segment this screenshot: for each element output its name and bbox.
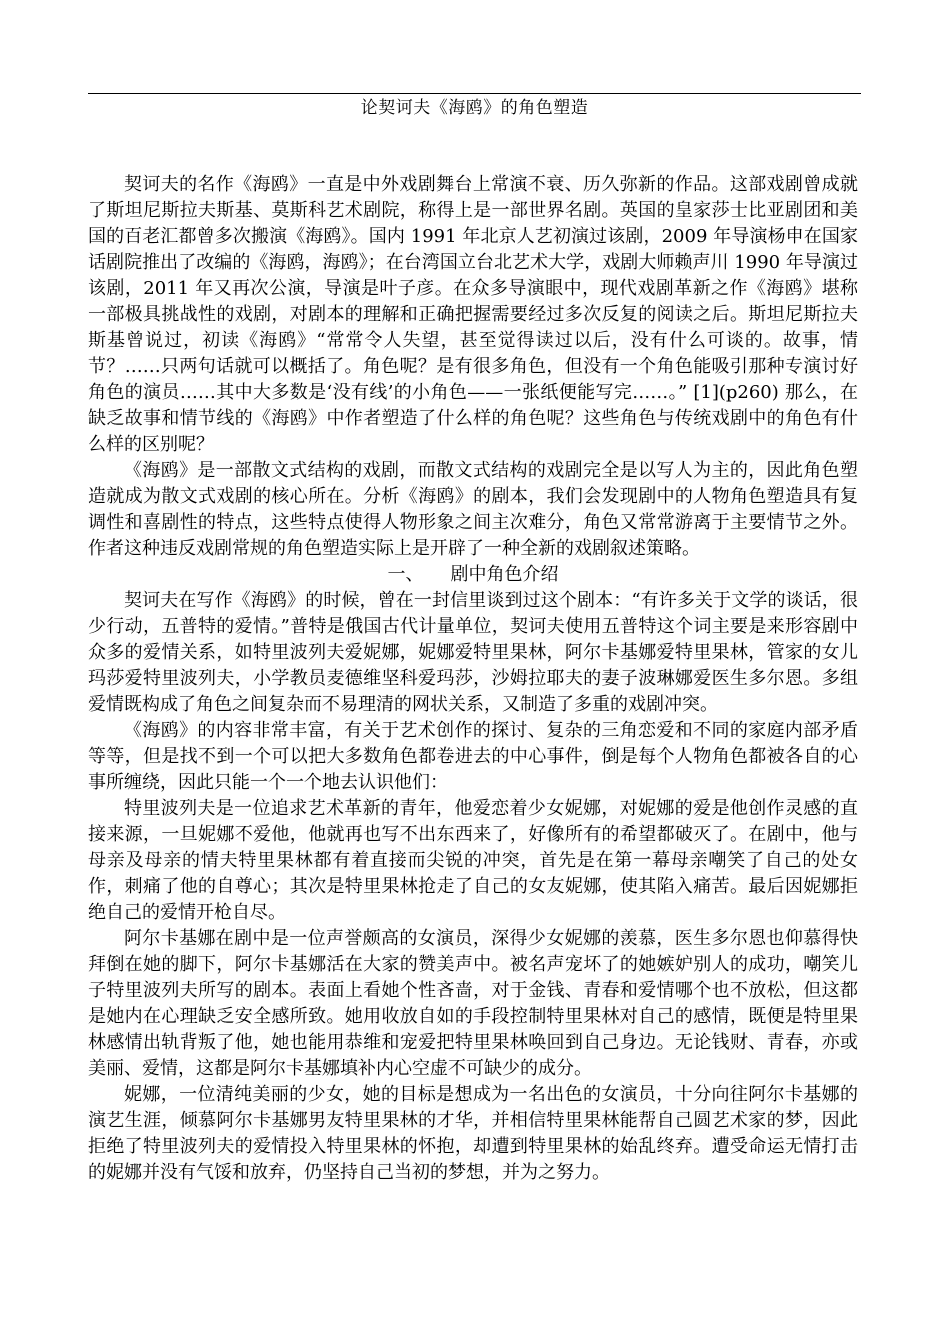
- article-body: [88, 172, 858, 1186]
- paragraph: 契诃夫在写作《海鸥》的时候，曾在一封信里谈到过这个剧本：“有许多关于文学的谈话，很少行动，五普特的爱情。”普特是俄国古代计量单位，契诃夫使用五普特这个词主要是来形容剧中众多的爱情关系，如特里波列夫爱妮娜，妮娜爱特里果林，阿尔卡基娜爱特里果林，管家的女儿玛莎爱特里波列夫，小学教员麦德维坚科爱玛莎，沙姆拉耶夫的妻子波琳娜爱医生多尔恩。多组爱情既构成了角色之间复杂而不易理清的网状关系，又制造了多重的戏剧冲突。: [88, 590, 858, 715]
- section-heading: [88, 562, 858, 588]
- running-title: 论契诃夫《海鸥》的角色塑造: [360, 98, 589, 118]
- section-title: 剧中角色介绍: [450, 564, 559, 585]
- paragraph: 特里波列夫是一位追求艺术革新的青年，他爱恋着少女妮娜，对妮娜的爱是他创作灵感的直接来源，一旦妮娜不爱他，他就再也写不出东西来了，好像所有的希望都破灭了。在剧中，他与母亲及母亲的情夫特里果林都有着直接而尖锐的冲突，首先是在第一幕母亲嘲笑了自己的处女作，刺痛了他的自尊心；其次是特里果林抢走了自己的女友妮娜，使其陷入痛苦。最后因妮娜拒绝自己的爱情开枪自尽。: [88, 798, 858, 923]
- header-rule: [88, 93, 861, 94]
- paragraph: 《海鸥》的内容非常丰富，有关于艺术创作的探讨、复杂的三角恋爱和不同的家庭内部矛盾等等，但是找不到一个可以把大多数角色都卷进去的中心事件，倒是每个人物角色都被各自的心事所缠绕，因此只能一个一个地去认识他们：: [88, 720, 858, 793]
- paragraph: 契诃夫的名作《海鸥》一直是中外戏剧舞台上常演不衰、历久弥新的作品。这部戏剧曾成就了斯坦尼斯拉夫斯基、莫斯科艺术剧院，称得上是一部世界名剧。英国的皇家莎士比亚剧团和美国的百老汇都曾多次搬演《海鸥》。国内 1991 年北京人艺初演过该剧，2009 年导演杨申在国家话剧院推出了改编的《海鸥，海鸥》；在台湾国立台北艺术大学，戏剧大师赖声川 1990 年导演过该剧，2011 年又再次公演，导演是叶子彦。在众多导演眼中，现代戏剧革新之作《海鸥》堪称一部极具挑战性的戏剧，对剧本的理解和正确把握需要经过多次反复的阅读之后。斯坦尼斯拉夫斯基曾说过，初读《海鸥》“常常令人失望，甚至觉得读过以后，没有什么可谈的。故事，情节？……只两句话就可以概括了。角色呢？是有很多角色，但没有一个角色能吸引那种专演讨好角色的演员……其中大多数是‘没有线’的小角色——一张纸便能写完……。” [1](p260) 那么，在缺乏故事和情节线的《海鸥》中作者塑造了什么样的角色呢？这些角色与传统戏剧中的角色有什么样的区别呢？: [88, 174, 858, 455]
- paragraph: 阿尔卡基娜在剧中是一位声誉颇高的女演员，深得少女妮娜的羡慕，医生多尔恩也仰慕得快拜倒在她的脚下，阿尔卡基娜活在大家的赞美声中。被名声宠坏了的她嫉妒别人的成功，嘲笑儿子特里波列夫所写的剧本。表面上看她个性吝啬，对于金钱、青春和爱情哪个也不放松，但这都是她内在心理缺乏安全感所致。她用收放自如的手段控制特里果林对自己的感情，既便是特里果林感情出轨背叛了他，她也能用恭维和宠爱把特里果林唤回到自己身边。无论钱财、青春，亦或美丽、爱情，这都是阿尔卡基娜填补内心空虚不可缺少的成分。: [88, 928, 858, 1079]
- paragraph: 妮娜，一位清纯美丽的少女，她的目标是想成为一名出色的女演员，十分向往阿尔卡基娜的演艺生涯，倾慕阿尔卡基娜男友特里果林的才华，并相信特里果林能帮自己圆艺术家的梦，因此拒绝了特里波列夫的爱情投入特里果林的怀抱，却遭到特里果林的始乱终弃。遭受命运无情打击的妮娜并没有气馁和放弃，仍坚持自己当初的梦想，并为之努力。: [88, 1084, 858, 1183]
- section-number: 一、: [387, 564, 424, 585]
- paragraph: 《海鸥》是一部散文式结构的戏剧，而散文式结构的戏剧完全是以写人为主的，因此角色塑造就成为散文式戏剧的核心所在。分析《海鸥》的剧本，我们会发现剧中的人物角色塑造具有复调性和喜剧性的特点，这些特点使得人物形象之间主次难分，角色又常常游离于主要情节之外。作者这种违反戏剧常规的角色塑造实际上是开辟了一种全新的戏剧叙述策略。: [88, 460, 858, 559]
